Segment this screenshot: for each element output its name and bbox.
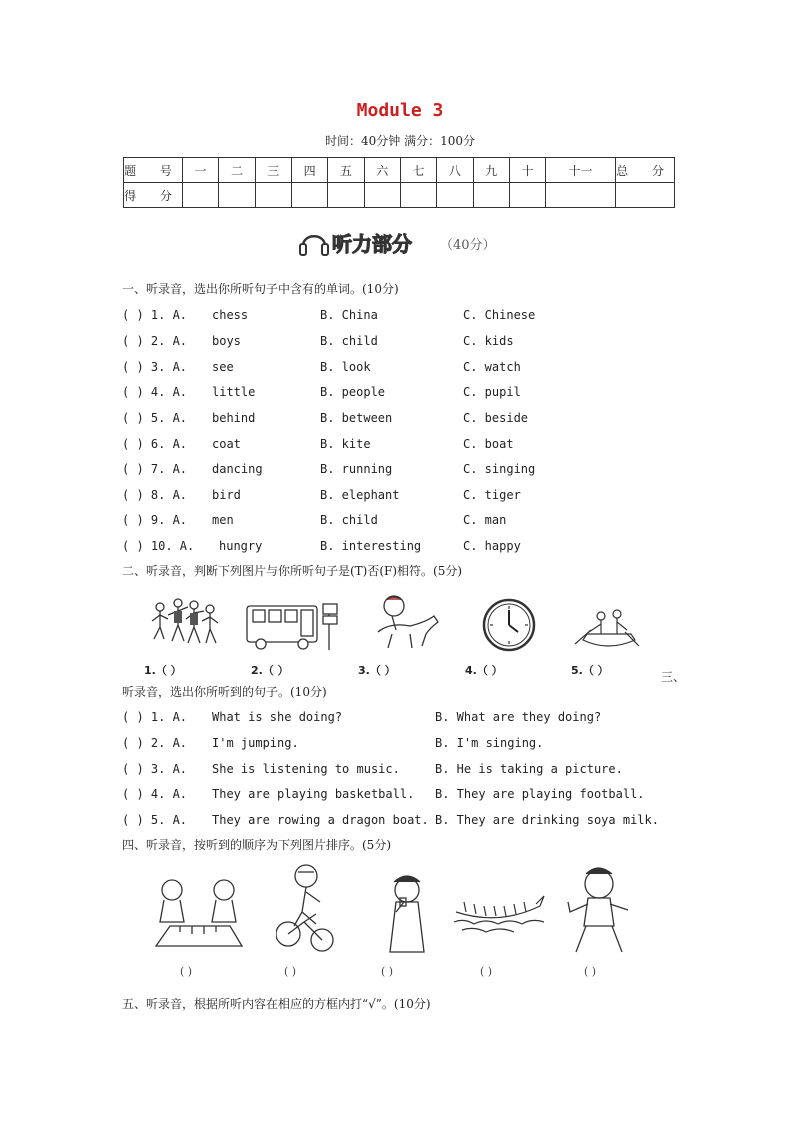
score-table-cell: 题 号	[124, 158, 183, 183]
kids-dancing-illustration	[148, 595, 222, 651]
boy-doing-taichi-illustration	[562, 862, 636, 956]
score-table-cell: 得 分	[124, 183, 183, 208]
section1-title: 一、听录音，选出你所听句子中含有的单词。(10分)	[122, 282, 399, 296]
boy-riding-horse-illustration	[370, 592, 442, 652]
question-number: ( ) 1. A.	[122, 308, 188, 322]
option-a: She is listening to music.	[212, 762, 400, 776]
option-b: B. elephant	[320, 488, 400, 502]
option-a: bird	[212, 488, 241, 502]
headphones-icon	[296, 224, 332, 260]
option-a: What is she doing?	[212, 710, 343, 724]
listening-banner	[296, 224, 516, 260]
score-table-cell: 十	[509, 158, 545, 183]
score-table-cell: 二	[219, 158, 255, 183]
question-number: ( ) 2. A.	[122, 334, 188, 348]
score-input-cell[interactable]	[255, 183, 291, 208]
question-number: ( ) 4. A.	[122, 787, 188, 801]
option-a: coat	[212, 437, 241, 451]
score-table-cell: 八	[437, 158, 473, 183]
option-a: boys	[212, 334, 241, 348]
option-b: B. look	[320, 360, 371, 374]
score-table-cell: 四	[291, 158, 327, 183]
question-number: ( ) 1. A.	[122, 710, 188, 724]
option-b: B. He is taking a picture.	[435, 762, 623, 776]
question-number: ( ) 8. A.	[122, 488, 188, 502]
score-table-header-row	[124, 158, 675, 183]
option-c: C. tiger	[463, 488, 521, 502]
score-table-score-row	[124, 183, 675, 208]
score-input-cell[interactable]	[473, 183, 509, 208]
score-input-cell[interactable]	[183, 183, 219, 208]
section5-title: 五、听录音，根据所听内容在相应的方框内打“√”。(10分)	[122, 997, 431, 1011]
boy-drinking-illustration	[384, 872, 430, 954]
clock-illustration	[482, 598, 536, 652]
option-b: B. child	[320, 513, 378, 527]
option-b: B. running	[320, 462, 393, 476]
score-input-cell[interactable]	[364, 183, 400, 208]
option-a: men	[212, 513, 234, 527]
score-table-cell: 六	[364, 158, 400, 183]
picture-answer-label[interactable]: 5.（ ）	[571, 664, 609, 677]
order-answer-bracket[interactable]: ( )	[480, 965, 493, 978]
option-a: They are rowing a dragon boat.	[212, 813, 429, 827]
listening-banner-text: 听力部分	[332, 232, 412, 256]
question-number: ( ) 10. A.	[122, 539, 195, 553]
option-a: I'm jumping.	[212, 736, 299, 750]
listening-banner-points: （40分）	[440, 238, 496, 253]
score-table-cell: 七	[400, 158, 436, 183]
kids-playing-chess-illustration	[150, 876, 246, 950]
score-input-cell[interactable]	[328, 183, 364, 208]
score-table-cell: 一	[183, 158, 219, 183]
section3-title-start: 三、	[661, 670, 686, 684]
score-table-cell: 九	[473, 158, 509, 183]
option-c: C. boat	[463, 437, 514, 451]
option-a: hungry	[219, 539, 263, 553]
option-a: dancing	[212, 462, 263, 476]
rowing-boat-illustration	[573, 604, 643, 652]
page-title: Module 3	[356, 100, 444, 121]
picture-answer-label[interactable]: 1.（ ）	[144, 664, 182, 677]
option-b: B. They are drinking soya milk.	[435, 813, 659, 827]
option-a: see	[212, 360, 234, 374]
score-input-cell[interactable]	[509, 183, 545, 208]
score-input-cell[interactable]	[291, 183, 327, 208]
section3-title: 听录音，选出你所听到的句子。(10分)	[122, 685, 327, 699]
score-input-cell[interactable]	[546, 183, 616, 208]
option-c: C. happy	[463, 539, 521, 553]
option-c: C. pupil	[463, 385, 521, 399]
question-number: ( ) 2. A.	[122, 736, 188, 750]
score-input-cell[interactable]	[400, 183, 436, 208]
boy-riding-bike-illustration	[276, 862, 334, 954]
order-answer-bracket[interactable]: ( )	[584, 965, 597, 978]
option-b: B. child	[320, 334, 378, 348]
picture-answer-label[interactable]: 4.（ ）	[465, 664, 503, 677]
score-input-cell[interactable]	[437, 183, 473, 208]
question-number: ( ) 3. A.	[122, 360, 188, 374]
question-number: ( ) 7. A.	[122, 462, 188, 476]
option-b: B. What are they doing?	[435, 710, 602, 724]
section2-title: 二、听录音，判断下列图片与你所听句子是(T)否(F)相符。(5分)	[122, 564, 463, 578]
option-a: behind	[212, 411, 256, 425]
time-score-info: 时间：40分钟 满分：100分	[325, 134, 475, 148]
score-table-cell: 五	[328, 158, 364, 183]
question-number: ( ) 5. A.	[122, 813, 188, 827]
option-b: B. kite	[320, 437, 371, 451]
picture-answer-label[interactable]: 2.（ ）	[251, 664, 289, 677]
option-c: C. man	[463, 513, 507, 527]
option-b: B. China	[320, 308, 378, 322]
option-b: B. I'm singing.	[435, 736, 544, 750]
question-number: ( ) 4. A.	[122, 385, 188, 399]
option-a: They are playing basketball.	[212, 787, 415, 801]
question-number: ( ) 5. A.	[122, 411, 188, 425]
score-input-cell[interactable]	[616, 183, 675, 208]
score-table-cell: 总 分	[616, 158, 675, 183]
order-answer-bracket[interactable]: ( )	[180, 965, 193, 978]
section4-title: 四、听录音，按听到的顺序为下列图片排序。(5分)	[122, 838, 391, 852]
option-c: C. singing	[463, 462, 536, 476]
option-c: C. watch	[463, 360, 521, 374]
option-b: B. people	[320, 385, 386, 399]
option-a: chess	[212, 308, 249, 322]
score-table	[123, 157, 675, 208]
question-number: ( ) 6. A.	[122, 437, 188, 451]
score-table-cell: 三	[255, 158, 291, 183]
option-c: C. beside	[463, 411, 529, 425]
option-b: B. They are playing football.	[435, 787, 645, 801]
option-b: B. interesting	[320, 539, 422, 553]
picture-answer-label[interactable]: 3.（ ）	[358, 664, 396, 677]
option-a: little	[212, 385, 256, 399]
question-number: ( ) 3. A.	[122, 762, 188, 776]
bus-stop-illustration	[245, 600, 343, 652]
question-number: ( ) 9. A.	[122, 513, 188, 527]
score-table-cell: 十一	[546, 158, 616, 183]
order-answer-bracket[interactable]: ( )	[284, 965, 297, 978]
option-c: C. Chinese	[463, 308, 536, 322]
option-b: B. between	[320, 411, 393, 425]
order-answer-bracket[interactable]: ( )	[381, 965, 394, 978]
score-input-cell[interactable]	[219, 183, 255, 208]
option-c: C. kids	[463, 334, 514, 348]
dragon-boat-race-illustration	[452, 886, 546, 936]
